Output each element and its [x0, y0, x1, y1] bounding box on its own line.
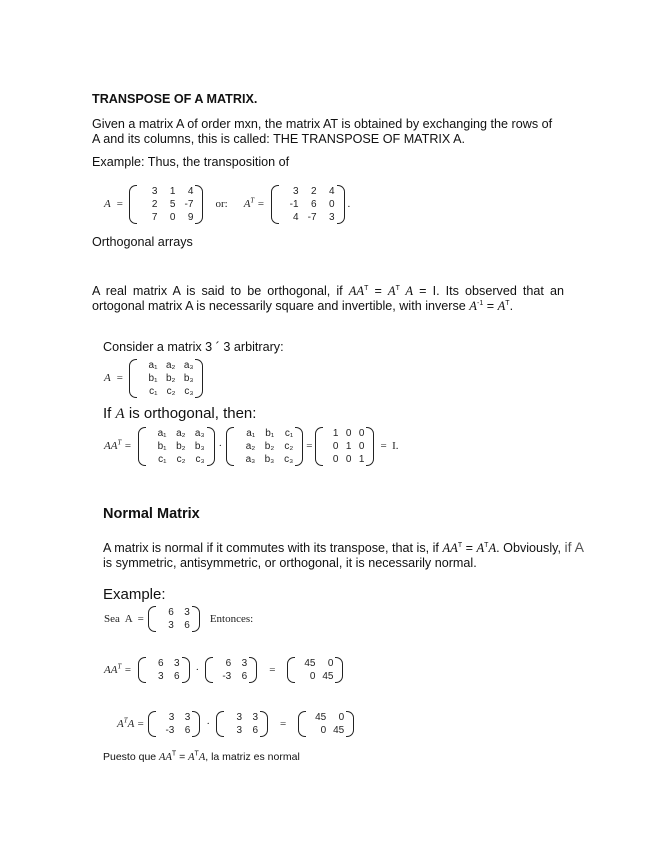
matrix-cell: b₂: [264, 440, 275, 452]
if-orthogonal-line: If A is orthogonal, then:: [103, 405, 257, 422]
orth-line-1: A real matrix A is said to be orthogonal, if $AA^T = A^T$ A = I. Its observed that an: [92, 284, 564, 298]
matrix-cell: 0: [338, 712, 345, 723]
matrix-cell: -7: [184, 198, 194, 210]
normal-definition: [103, 540, 623, 571]
matrix-cell: 1: [358, 453, 365, 465]
lhs-label: A =: [104, 198, 124, 210]
matrix-cell: 0: [345, 453, 352, 465]
matrix-cell: 3: [292, 185, 299, 197]
matrix-cell: 3: [184, 607, 190, 618]
arbitrary-matrix-equation: [104, 356, 203, 400]
matrix-cell: 45: [333, 725, 345, 736]
matrix-cell: c₂: [166, 385, 176, 397]
matrix-cell: 45: [304, 658, 316, 669]
rhs-label: $A^T$ =: [243, 196, 265, 210]
matrix-cell: 3: [184, 712, 191, 723]
matrix-cell: a₁: [157, 427, 167, 439]
identity-matrix: [315, 427, 374, 466]
matrix-cell: a₂: [176, 427, 186, 439]
intro-line-2: A and its columns, this is called: THE TRANSPOSE OF MATRIX A.: [92, 132, 466, 146]
product1-equals: =: [269, 664, 276, 676]
matrix-cell: 6: [168, 607, 174, 618]
orthogonal-product-equation: [104, 422, 399, 470]
matrix-cell: 6: [241, 671, 248, 682]
ata-product-equation: [117, 708, 354, 740]
product1-result: [287, 657, 343, 683]
transpose-equation: [104, 181, 350, 227]
matrix-cell: b₁: [148, 372, 158, 384]
intro-paragraph: [92, 117, 567, 147]
matrix-cell: 0: [332, 440, 339, 452]
matrix-cell: 1: [332, 427, 339, 439]
matrix-cell: b₁: [265, 427, 275, 439]
matrix-cell: 3: [252, 712, 259, 723]
matrix-cell: 3: [236, 712, 243, 723]
matrix-cell: 6: [157, 658, 164, 669]
matrix-cell: 0: [327, 658, 334, 669]
matrix-cell: 4: [187, 185, 194, 197]
identity-result: = I.: [380, 440, 399, 452]
matrix-cell: 3: [168, 712, 175, 723]
matrix-cell: a₁: [246, 427, 256, 439]
orthogonal-definition: [92, 284, 564, 314]
matrix-cell: 0: [358, 440, 365, 452]
sea-equation: [104, 603, 253, 635]
aat-label: $AA^T$ =: [104, 438, 132, 452]
product1-dot: ·: [195, 664, 200, 676]
matrix-cell: 0: [358, 427, 365, 439]
matrix-cell: 0: [169, 211, 176, 223]
matrix-cell: 0: [309, 671, 316, 682]
matrix-cell: c₂: [284, 440, 294, 452]
matrix-cell: a₁: [148, 359, 158, 371]
product2-dot: ·: [206, 718, 211, 730]
matrix-cell: 3: [168, 620, 174, 631]
sea-matrix: [148, 606, 200, 632]
sea-label: Sea A =: [104, 613, 144, 625]
example-line: Example: Thus, the transposition of: [92, 155, 290, 169]
matrix-cell: 3: [241, 658, 248, 669]
matrix-cell: c₁: [158, 453, 167, 465]
matrix-a: [129, 185, 203, 224]
matrix-cell: c₃: [184, 385, 194, 397]
matrix-cell: a₃: [183, 359, 194, 371]
example-heading: Example:: [103, 586, 166, 603]
matrix-cell: c₁: [149, 385, 158, 397]
matrix-a-product: [138, 427, 215, 466]
matrix-cell: b₂: [176, 440, 186, 452]
matrix-cell: 3: [151, 185, 158, 197]
matrix-cell: 6: [225, 658, 232, 669]
matrix-cell: 45: [315, 712, 327, 723]
matrix-cell: 45: [322, 671, 334, 682]
product2-equals: =: [280, 718, 287, 730]
matrix-cell: b₂: [166, 372, 176, 384]
matrix-cell: 6: [173, 671, 180, 682]
matrix-cell: a₂: [245, 440, 256, 452]
matrix-cell: 0: [332, 453, 339, 465]
matrix-cell: c₁: [284, 427, 294, 439]
product2-result: [298, 711, 354, 737]
matrix-cell: 1: [345, 440, 352, 452]
normal-line-1: A matrix is normal if it commutes with its transpose, that is, if $AA^T = A^TA$. Obviously, if A: [103, 539, 584, 555]
matrix-cell: 2: [151, 198, 158, 210]
product1-m1: [138, 657, 190, 683]
matrix-cell: 4: [328, 185, 335, 197]
dot: .: [347, 198, 351, 210]
product-dot: ·: [218, 440, 223, 452]
product2-m2: [216, 711, 268, 737]
matrix-cell: 5: [169, 198, 176, 210]
section-title: TRANSPOSE OF A MATRIX.: [92, 92, 258, 106]
matrix-cell: 9: [187, 211, 194, 223]
arbitrary-lhs: A =: [104, 372, 124, 384]
entonces-word: Entonces:: [209, 613, 254, 625]
matrix-cell: 0: [328, 198, 335, 210]
product1-m2: [205, 657, 257, 683]
matrix-cell: a₃: [194, 427, 205, 439]
matrix-cell: 0: [320, 725, 327, 736]
matrix-cell: 3: [236, 725, 243, 736]
matrix-cell: -7: [307, 211, 317, 223]
matrix-cell: 6: [184, 620, 190, 631]
matrix-cell: a₃: [245, 453, 256, 465]
matrix-cell: b₃: [264, 453, 275, 465]
matrix-cell: 2: [310, 185, 317, 197]
matrix-cell: 3: [157, 671, 164, 682]
orth-line-2: ortogonal matrix A is necessarily square and invertible, with inverse $A^{-1} = A^T$.: [92, 299, 514, 313]
matrix-cell: 0: [345, 427, 352, 439]
matrix-cell: c₃: [284, 453, 294, 465]
matrix-cell: -3: [222, 671, 232, 682]
ata-lhs: $A^TA$ =: [117, 716, 145, 730]
matrix-cell: 3: [173, 658, 180, 669]
matrix-cell: 4: [292, 211, 299, 223]
aat-lhs: $AA^T$ =: [104, 662, 132, 676]
consider-line: Consider a matrix 3 ´ 3 arbitrary:: [103, 340, 284, 354]
matrix-cell: -1: [289, 198, 299, 210]
normal-matrix-heading: Normal Matrix: [103, 506, 200, 522]
or-word: or:: [215, 198, 228, 210]
matrix-cell: c₂: [176, 453, 186, 465]
matrix-cell: 7: [151, 211, 158, 223]
matrix-cell: a₂: [166, 359, 176, 371]
normal-line-2: is symmetric, antisymmetric, or orthogonal, it is necessarily normal.: [103, 556, 477, 570]
conclusion-line: Puesto que $AA^T = A^TA$, la matriz es normal: [103, 750, 300, 763]
matrix-cell: b₁: [157, 440, 167, 452]
aat-product-equation: [104, 654, 343, 686]
matrix-cell: 3: [328, 211, 335, 223]
matrix-cell: 6: [252, 725, 259, 736]
matrix-cell: 6: [310, 198, 317, 210]
matrix-cell: -3: [165, 725, 175, 736]
matrix-at: [271, 185, 345, 224]
orthogonal-heading: Orthogonal arrays: [92, 235, 193, 249]
matrix-cell: 6: [184, 725, 191, 736]
matrix-cell: 1: [169, 185, 176, 197]
matrix-cell: c₃: [195, 453, 205, 465]
arbitrary-matrix: [129, 359, 203, 398]
matrix-cell: b₃: [194, 440, 205, 452]
equals-sign: =: [306, 440, 313, 452]
intro-line-1: Given a matrix A of order mxn, the matrix AT is obtained by exchanging the rows of: [92, 117, 553, 131]
product2-m1: [148, 711, 200, 737]
matrix-at-product: [226, 427, 303, 466]
matrix-cell: b₃: [183, 372, 194, 384]
